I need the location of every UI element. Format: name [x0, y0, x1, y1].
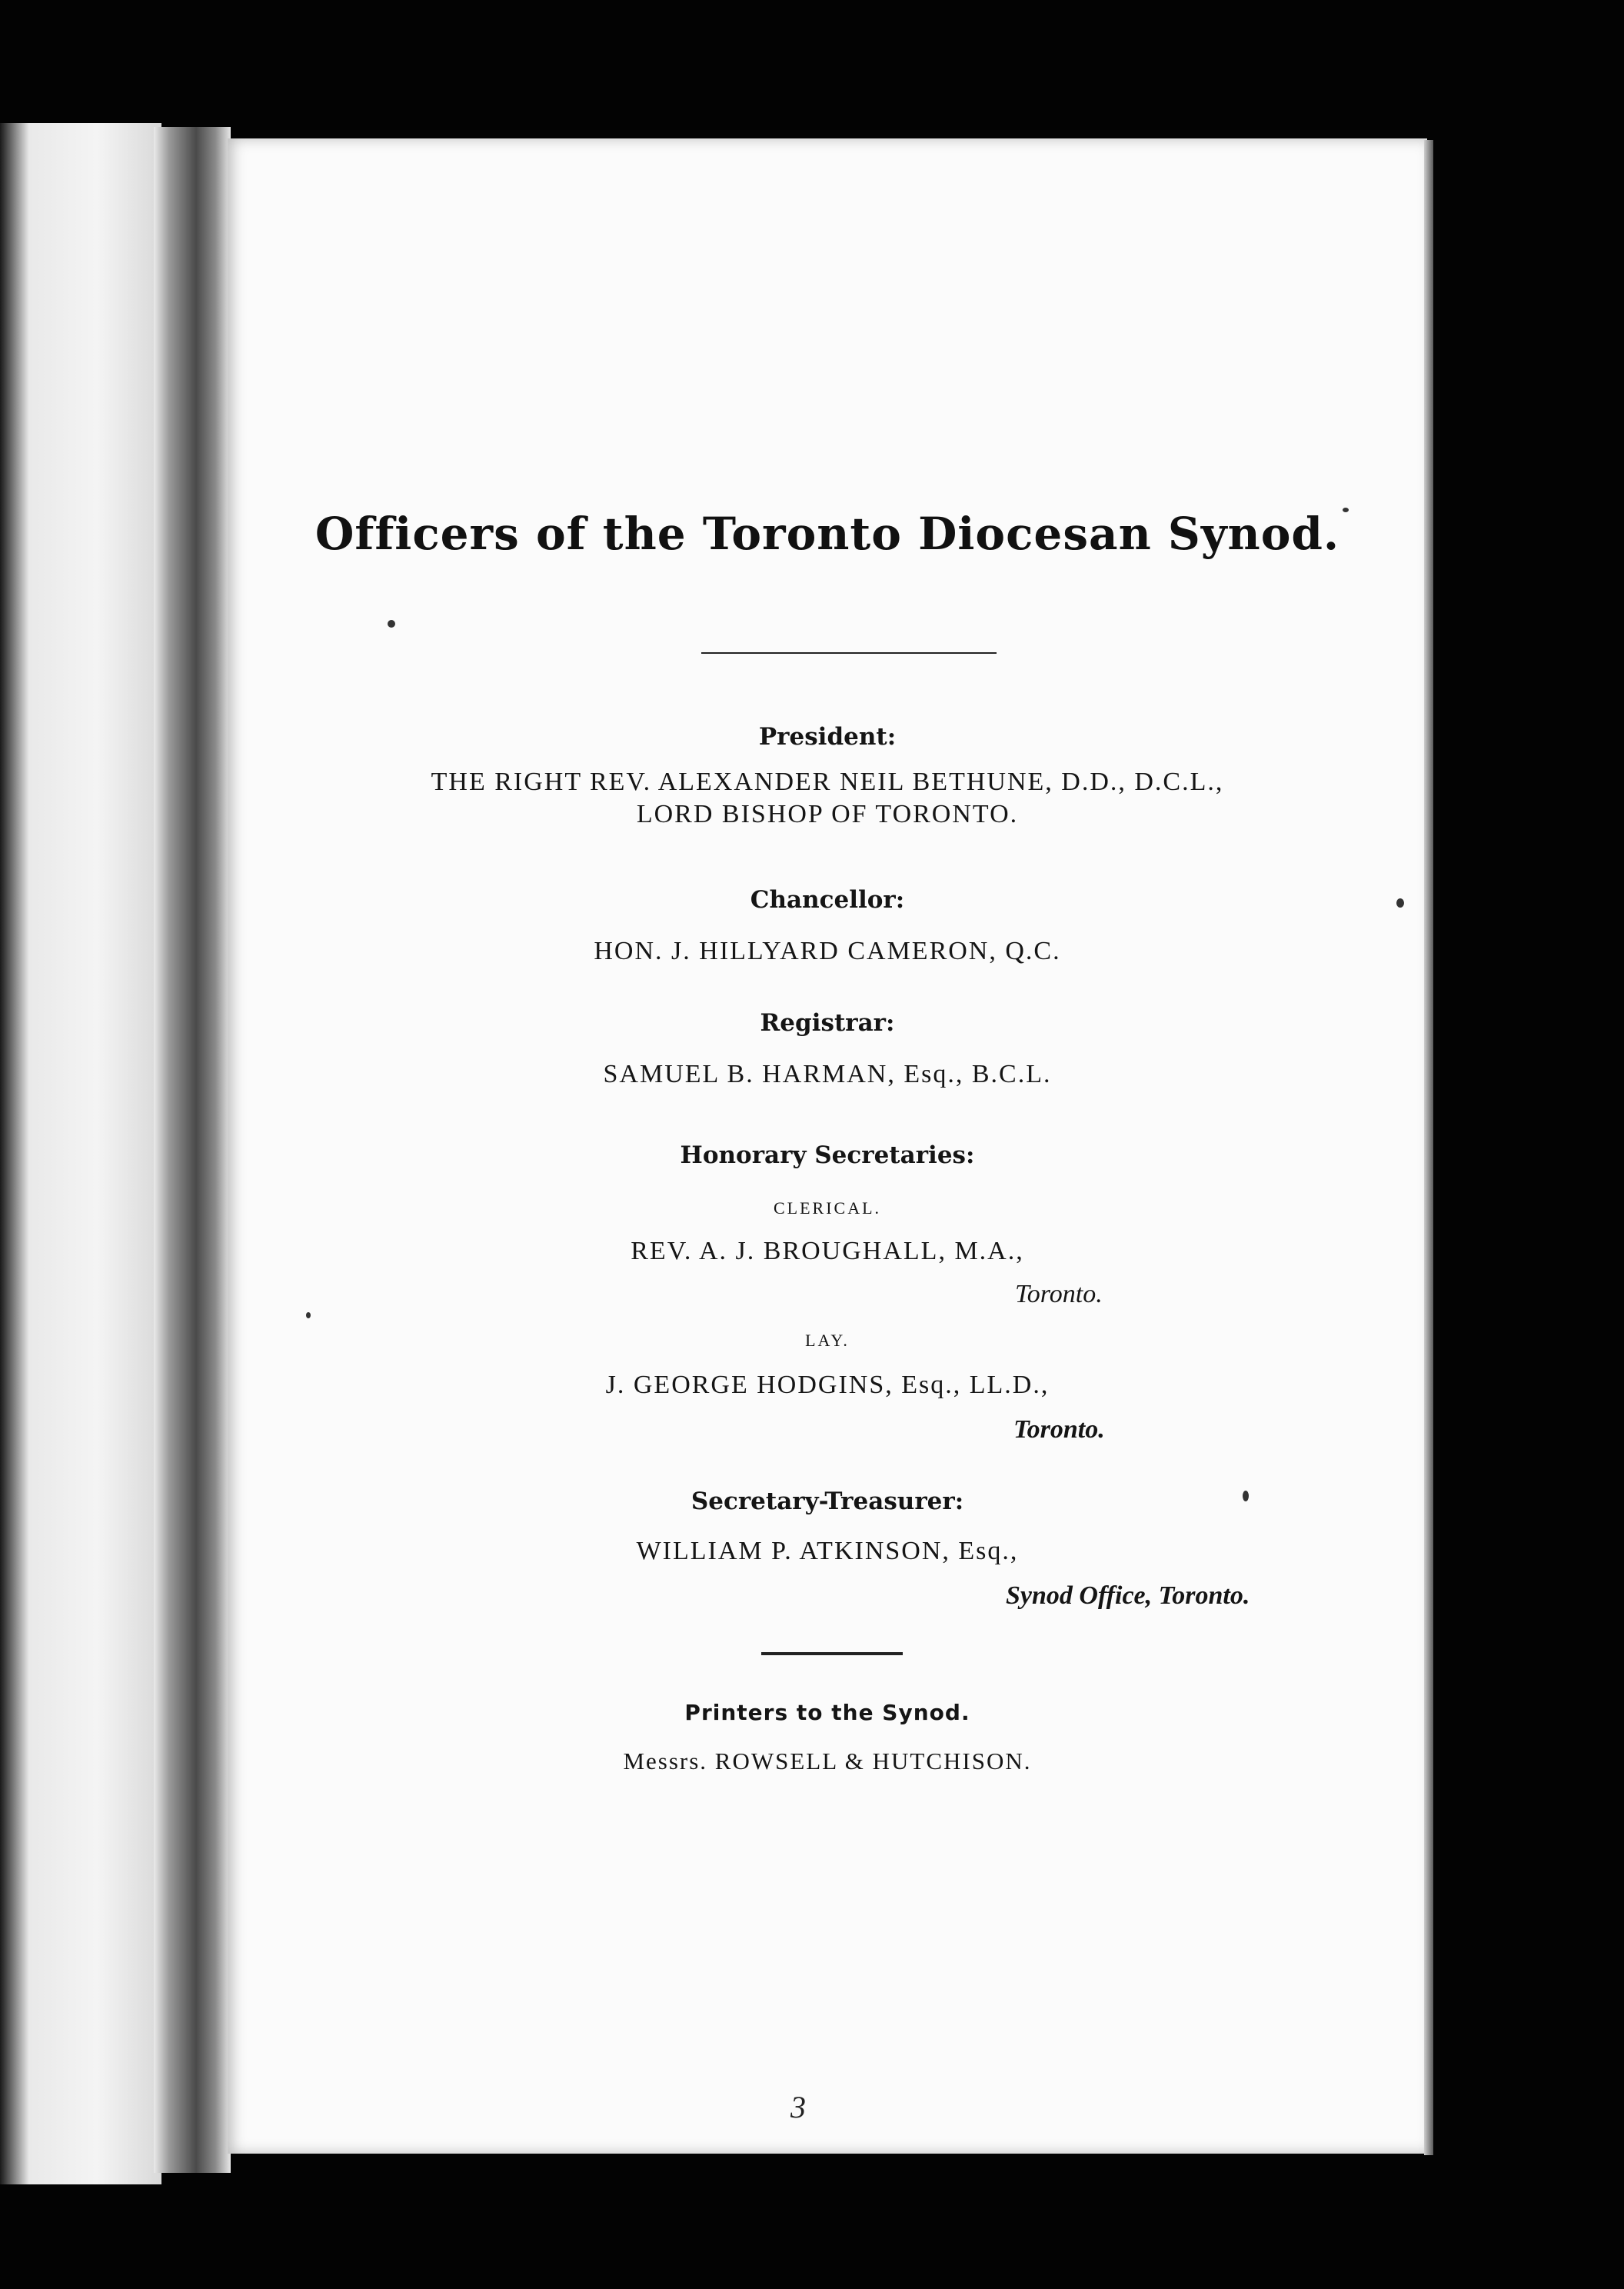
president-section [228, 723, 1427, 751]
honorary-secretaries-section [228, 1141, 1427, 1169]
scan-speck [1396, 898, 1404, 908]
clerical-name: REV. A. J. BROUGHALL, M.A., [631, 1237, 1024, 1265]
chancellor-name-block [228, 937, 1427, 966]
clerical-label-block [228, 1198, 1427, 1218]
clerical-place: Toronto. [1015, 1280, 1103, 1308]
secretary-treasurer-label: Secretary-Treasurer: [691, 1488, 964, 1515]
clerical-label: CLERICAL. [773, 1198, 882, 1218]
scan-speck [1343, 508, 1349, 512]
printers-name: Messrs. ROWSELL & HUTCHISON. [623, 1748, 1032, 1774]
lay-name-block [228, 1371, 1427, 1400]
scan-speck [388, 620, 395, 628]
registrar-label: Registrar: [760, 1009, 895, 1037]
president-name-line1: THE RIGHT REV. ALEXANDER NEIL BETHUNE, D.D., D.C.L., [431, 768, 1224, 796]
page-title: Officers of the Toronto Diocesan Synod. [314, 508, 1340, 560]
facing-page-edge [0, 123, 161, 2184]
registrar-name-block [228, 1060, 1427, 1089]
clerical-name-block [228, 1237, 1427, 1266]
lay-label-block [228, 1331, 1427, 1351]
secretary-treasurer-name: WILLIAM P. ATKINSON, Esq., [636, 1537, 1019, 1565]
book-spine-shadow [154, 127, 231, 2173]
honorary-secretaries-label: Honorary Secretaries: [680, 1141, 975, 1169]
registrar-section [228, 1009, 1427, 1037]
scan-speck [1243, 1491, 1249, 1501]
lay-place: Toronto. [1013, 1415, 1105, 1444]
title-divider [701, 652, 997, 654]
printers-name-block [228, 1748, 1427, 1775]
printers-section [228, 1700, 1427, 1725]
printers-divider [761, 1652, 903, 1655]
president-label: President: [758, 723, 897, 751]
registrar-name: SAMUEL B. HARMAN, Esq., B.C.L. [603, 1060, 1052, 1088]
page-number: 3 [790, 2090, 806, 2124]
secretary-treasurer-name-block [228, 1537, 1427, 1566]
secretary-treasurer-place: Synod Office, Toronto. [1006, 1581, 1250, 1610]
chancellor-label: Chancellor: [750, 886, 905, 914]
lay-label: LAY. [805, 1331, 850, 1350]
lay-name: J. GEORGE HODGINS, Esq., LL.D., [605, 1371, 1050, 1399]
scan-speck [306, 1312, 311, 1318]
chancellor-name: HON. J. HILLYARD CAMERON, Q.C. [594, 937, 1061, 965]
chancellor-section [228, 886, 1427, 914]
president-name-line2: LORD BISHOP OF TORONTO. [636, 800, 1019, 828]
president-name-block [228, 768, 1427, 829]
printers-label: Printers to the Synod. [684, 1700, 970, 1725]
